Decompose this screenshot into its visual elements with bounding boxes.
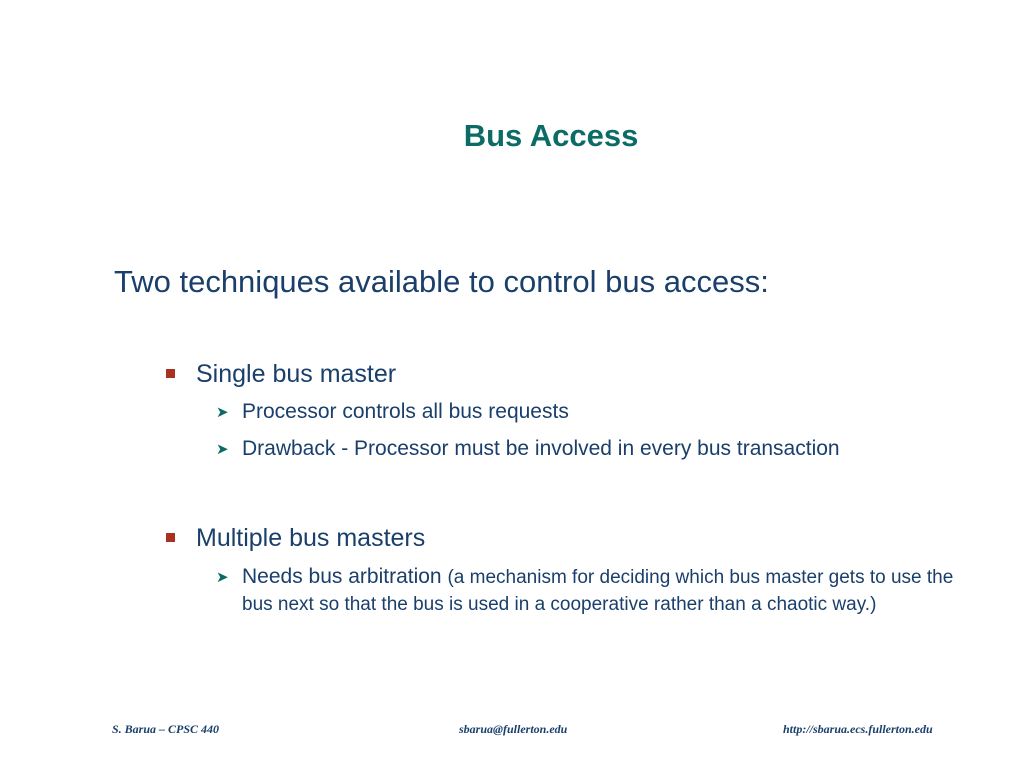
arrow-bullet-icon: ➤ (216, 404, 229, 421)
intro-text: Two techniques available to control bus access: (114, 264, 769, 299)
list-item: Processor controls all bus requests (242, 400, 569, 423)
footer-url: http://sbarua.ecs.fullerton.edu (783, 722, 933, 736)
section-heading-multiple-bus-masters: Multiple bus masters (196, 524, 426, 552)
arrow-bullet-icon: ➤ (216, 569, 229, 586)
list-item-detail: (a mechanism for deciding which bus master gets to use the bus next so that the bus is used in a cooperative rather than a chaotic way.) (242, 567, 954, 615)
list-item-main: Needs bus arbitration (242, 565, 448, 588)
arrow-bullet-icon: ➤ (216, 441, 229, 458)
square-bullet-icon (166, 369, 175, 378)
slide-title: Bus Access (463, 118, 639, 153)
square-bullet-icon (166, 533, 175, 542)
footer-email: sbarua@fullerton.edu (459, 722, 568, 736)
list-item (242, 564, 972, 618)
list-item: Drawback - Processor must be involved in every bus transaction (242, 437, 840, 460)
footer-author: S. Barua – CPSC 440 (112, 722, 220, 736)
section-heading-single-bus-master: Single bus master (196, 360, 397, 388)
